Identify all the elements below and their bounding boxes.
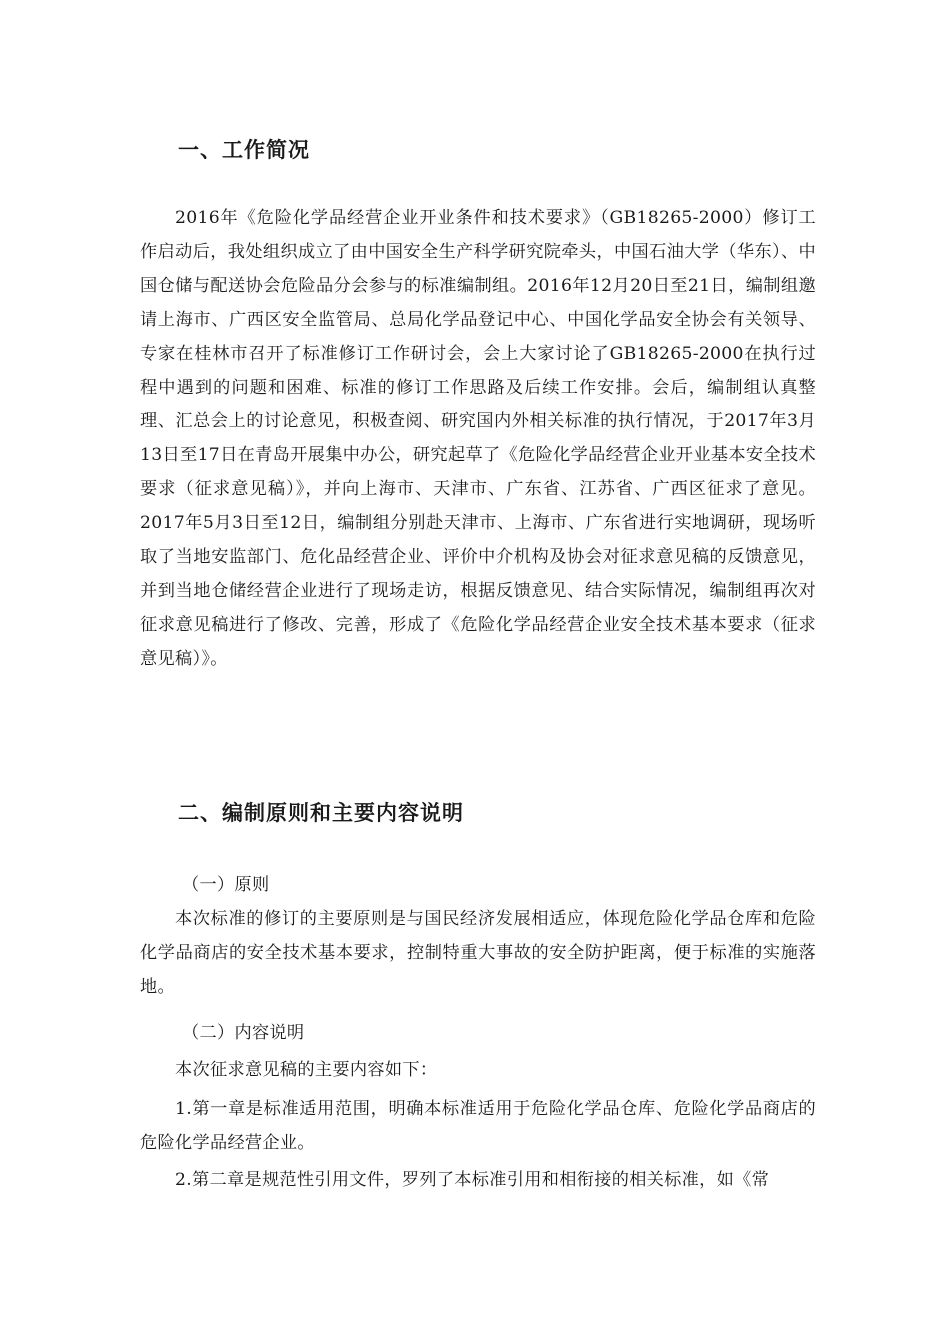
content-item-2: 2.第二章是规范性引用文件，罗列了本标准引用和相衔接的相关标准，如《常: [175, 1170, 770, 1190]
section-heading-principles: 二、编制原则和主要内容说明: [178, 801, 464, 825]
subheading-principles: （一）原则: [182, 875, 270, 895]
content-intro-paragraph: 本次征求意见稿的主要内容如下：: [175, 1060, 438, 1080]
content-item-1: 1.第一章是标准适用范围，明确本标准适用于危险化学品仓库、危险化学品商店的危险化学品经营企业。: [140, 1099, 816, 1153]
work-overview-paragraph: 2016年《危险化学品经营企业开业条件和技术要求》（GB18265-2000）修订工作启动后，我处组织成立了由中国安全生产科学研究院牵头，中国石油大学（华东）、中国仓储与配送协会危险品分会参与的标准编制组。2016年12月20日至21日，编制组邀请上海市、广西区安全监管局、总局化学品登记中心、中国化学品安全协会有关领导、专家在桂林市召开了标准修订工作研讨会，会上大家讨论了GB18265-2000在执行过程中遇到的问题和困难、标准的修订工作思路及后续工作安排。会后，编制组认真整理、汇总会上的讨论意见，积极查阅、研究国内外相关标准的执行情况，于2017年3月13日至17日在青岛开展集中办公，研究起草了《危险化学品经营企业开业基本安全技术要求（征求意见稿）》，并向上海市、天津市、广东省、江苏省、广西区征求了意见。2017年5月3日至12日，编制组分别赴天津市、上海市、广东省进行实地调研，现场听取了当地安监部门、危化品经营企业、评价中介机构及协会对征求意见稿的反馈意见，并到当地仓储经营企业进行了现场走访，根据反馈意见、结合实际情况，编制组再次对征求意见稿进行了修改、完善，形成了《危险化学品经营企业安全技术基本要求（征求意见稿）》。: [140, 208, 816, 669]
subheading-content: （二）内容说明: [182, 1023, 305, 1043]
section-heading-work-overview: 一、工作简况: [178, 138, 310, 162]
principles-paragraph: 本次标准的修订的主要原则是与国民经济发展相适应，体现危险化学品仓库和危险化学品商店的安全技术基本要求，控制特重大事故的安全防护距离，便于标准的实施落地。: [140, 909, 816, 997]
